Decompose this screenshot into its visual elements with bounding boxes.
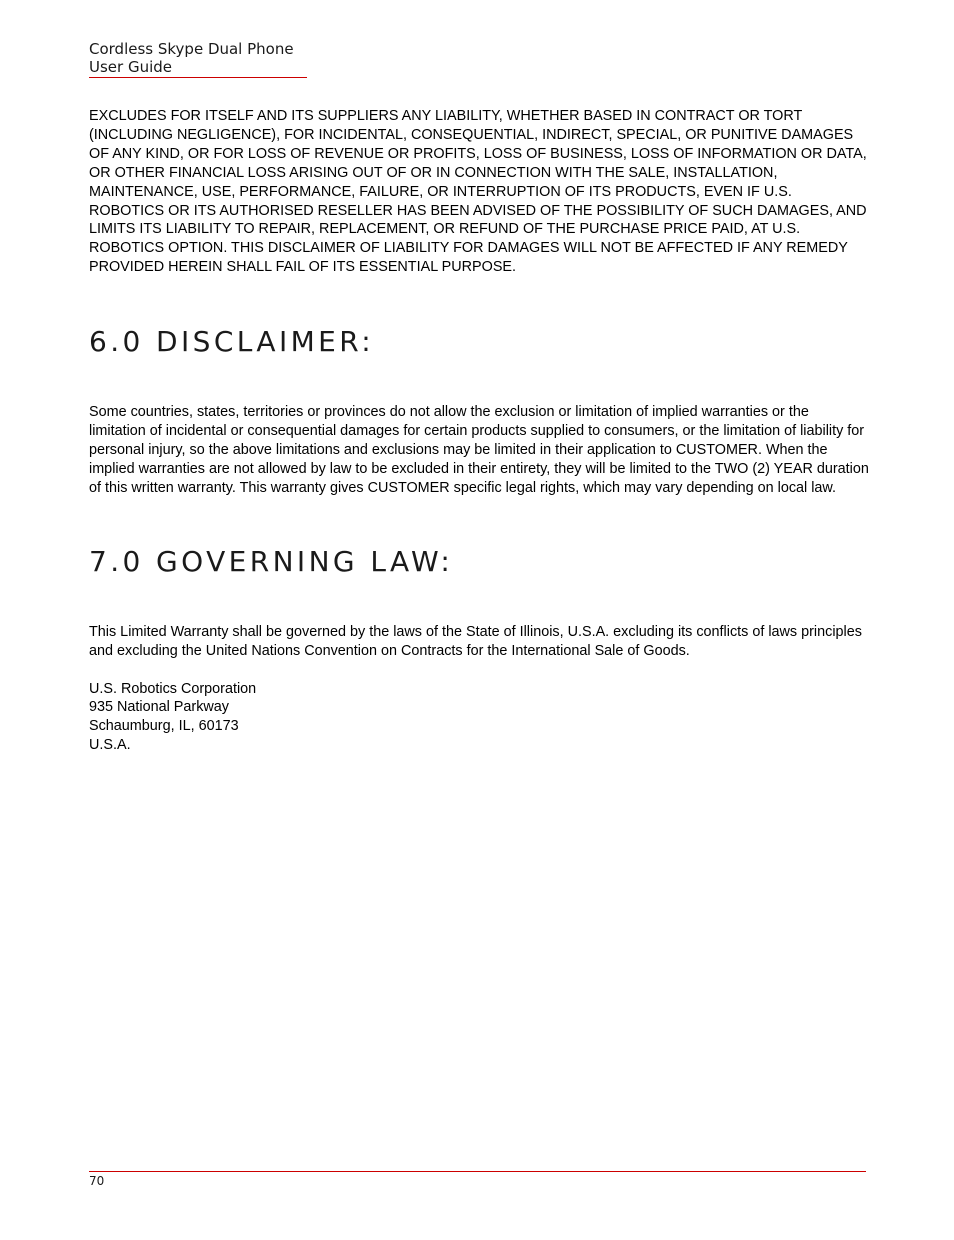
document-title: Cordless Skype Dual Phone <box>89 40 294 58</box>
page-number: 70 <box>89 1174 105 1188</box>
section-body-governing-law: This Limited Warranty shall be governed by the laws of the State of Illinois, U.S.A. excluding its conflicts of laws principles and excluding the United Nations Convention on Contracts for the International Sale of Goods. <box>89 623 862 659</box>
document-subtitle: User Guide <box>89 58 173 76</box>
page-content <box>89 107 869 755</box>
running-header <box>89 40 307 78</box>
section-body-disclaimer: Some countries, states, territories or provinces do not allow the exclusion or limitation of implied warranties or the limitation of incidental or consequential damages for certain products supplied to consumers, or the limitation of liability for personal injury, so the above limitations and exclusions may be limited in their application to CUSTOMER. When the implied warranties are not allowed by law to be excluded in their entirety, they will be limited to the TWO (2) YEAR duration of this written warranty. This warranty gives CUSTOMER specific legal rights, which may vary depending on local law. <box>89 404 869 496</box>
section-heading-disclaimer: 6.0 DISCLAIMER: <box>89 325 375 359</box>
company-address <box>89 680 869 756</box>
footer-divider <box>89 1171 866 1172</box>
section-heading-governing-law: 7.0 GOVERNING LAW: <box>89 544 454 578</box>
address-country: U.S.A. <box>89 737 131 754</box>
address-city: Schaumburg, IL, 60173 <box>89 718 239 735</box>
address-company: U.S. Robotics Corporation <box>89 680 257 697</box>
liability-paragraph: EXCLUDES FOR ITSELF AND ITS SUPPLIERS ANY LIABILITY, WHETHER BASED IN CONTRACT OR TORT (INCLUDING NEGLIGENCE), FOR INCIDENTAL, CONSEQUENTIAL, INDIRECT, SPECIAL, OR PUNITIVE DAMAGES OF ANY KIND, OR FOR LOSS OF REVENUE OR PROFITS, LOSS OF BUSINESS, LOSS OF INFORMATION OR DATA, OR OTHER FINANCIAL LOSS ARISING OUT OF OR IN CONNECTION WITH THE SALE, INSTALLATION, MAINTENANCE, USE, PERFORMANCE, FAILURE, OR INTERRUPTION OF ITS PRODUCTS, EVEN IF U.S. ROBOTICS OR ITS AUTHORISED RESELLER HAS BEEN ADVISED OF THE POSSIBILITY OF SUCH DAMAGES, AND LIMITS ITS LIABILITY TO REPAIR, REPLACEMENT, OR REFUND OF THE PURCHASE PRICE PAID, AT U.S. ROBOTICS OPTION. THIS DISCLAIMER OF LIABILITY FOR DAMAGES WILL NOT BE AFFECTED IF ANY REMEDY PROVIDED HEREIN SHALL FAIL OF ITS ESSENTIAL PURPOSE. <box>89 108 867 276</box>
address-street: 935 National Parkway <box>89 699 229 716</box>
